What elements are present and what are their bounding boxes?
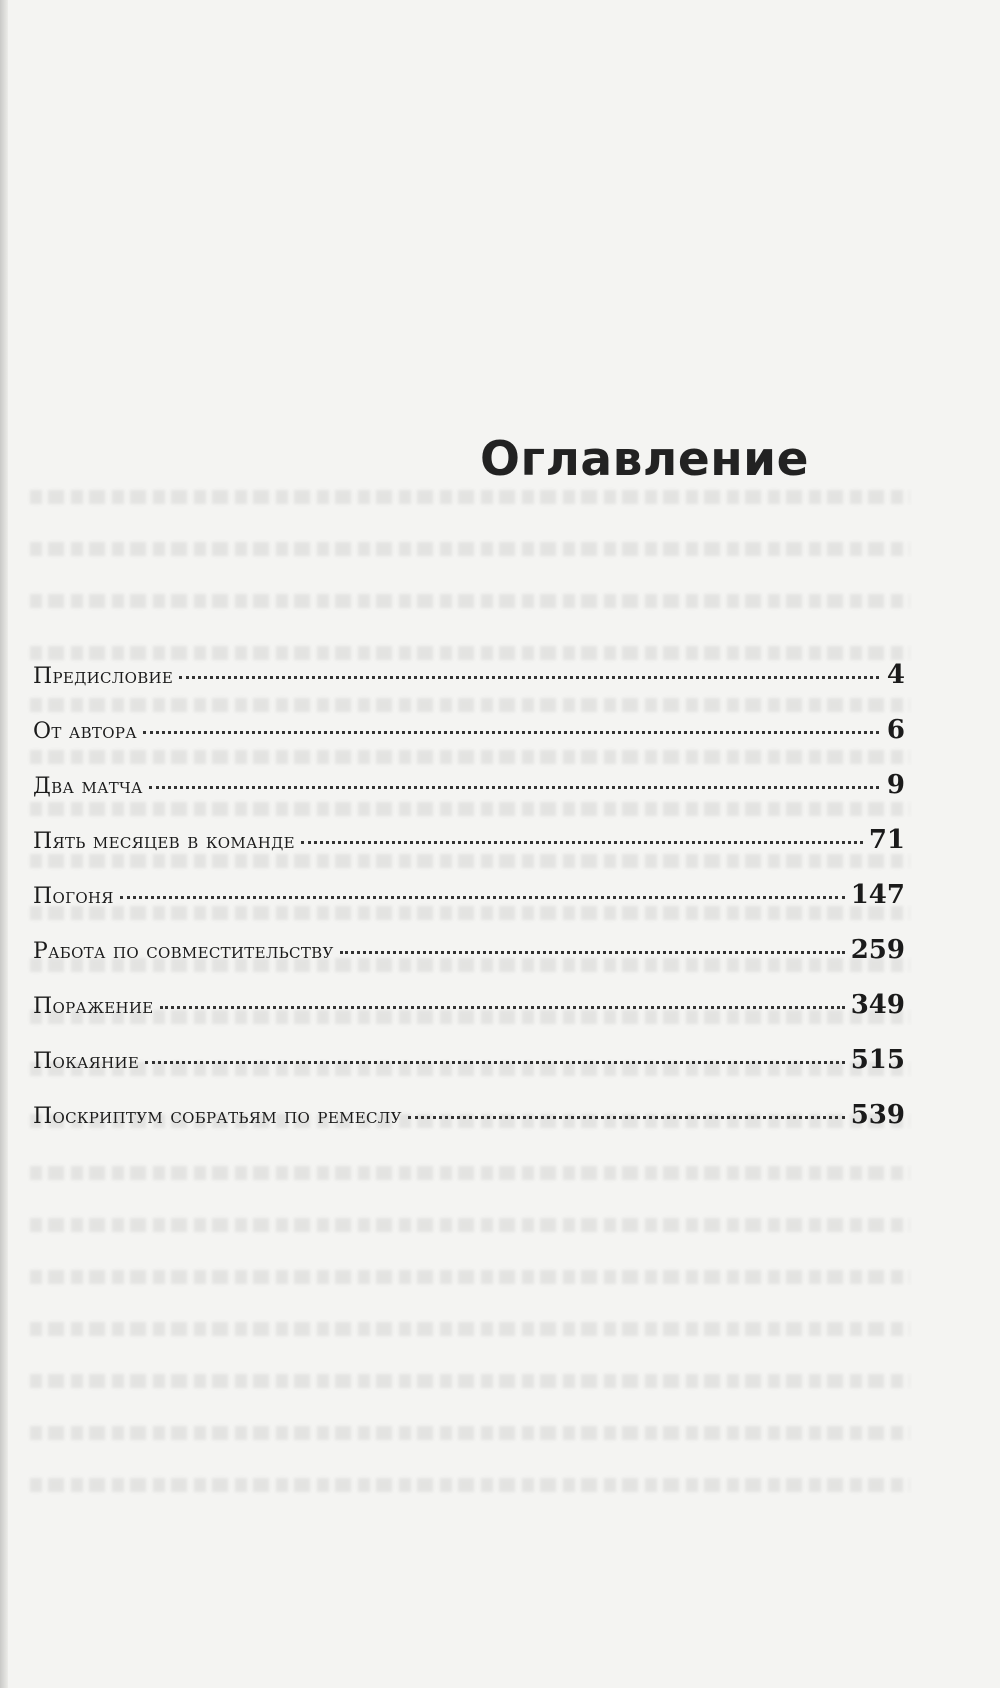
- toc-entry-title: Поскриптум собратьям по ремеслу: [33, 1104, 402, 1129]
- table-of-contents: [33, 658, 905, 1153]
- page-title: Оглавление: [480, 432, 809, 487]
- toc-entry-page: 147: [850, 880, 905, 910]
- toc-entry-title: Пять месяцев в команде: [33, 829, 295, 854]
- toc-entry-title: Работа по совместительству: [33, 939, 334, 964]
- toc-dot-leader: [120, 874, 845, 899]
- toc-entry-page: 4: [886, 660, 905, 690]
- toc-entry-title: От автора: [33, 719, 137, 744]
- toc-entry-title: Предисловие: [33, 664, 174, 689]
- toc-entry-page: 9: [886, 770, 905, 800]
- toc-dot-leader: [301, 819, 863, 844]
- toc-entry: [33, 1098, 905, 1153]
- toc-entry-title: Два матча: [33, 774, 143, 799]
- toc-dot-leader: [143, 709, 879, 734]
- toc-entry-page: 515: [850, 1045, 905, 1075]
- toc-entry: [33, 713, 905, 768]
- toc-entry: [33, 823, 905, 878]
- toc-entry: [33, 658, 905, 713]
- toc-entry: [33, 878, 905, 933]
- toc-entry-page: 6: [886, 715, 905, 745]
- toc-entry: [33, 933, 905, 988]
- toc-entry-title: Покаяние: [33, 1049, 140, 1074]
- toc-entry-title: Поражение: [33, 994, 154, 1019]
- page-edge: [0, 0, 8, 1688]
- toc-entry-title: Погоня: [33, 884, 114, 909]
- toc-dot-leader: [179, 654, 879, 679]
- toc-dot-leader: [149, 764, 879, 789]
- toc-entry: [33, 1043, 905, 1098]
- toc-dot-leader: [160, 984, 845, 1009]
- toc-entry-page: 259: [850, 935, 905, 965]
- toc-entry-page: 349: [850, 990, 905, 1020]
- toc-entry: [33, 988, 905, 1043]
- toc-entry-page: 539: [850, 1100, 905, 1130]
- toc-dot-leader: [340, 929, 845, 954]
- toc-entry: [33, 768, 905, 823]
- toc-entry-page: 71: [868, 825, 905, 855]
- toc-dot-leader: [145, 1039, 845, 1064]
- toc-dot-leader: [408, 1094, 845, 1119]
